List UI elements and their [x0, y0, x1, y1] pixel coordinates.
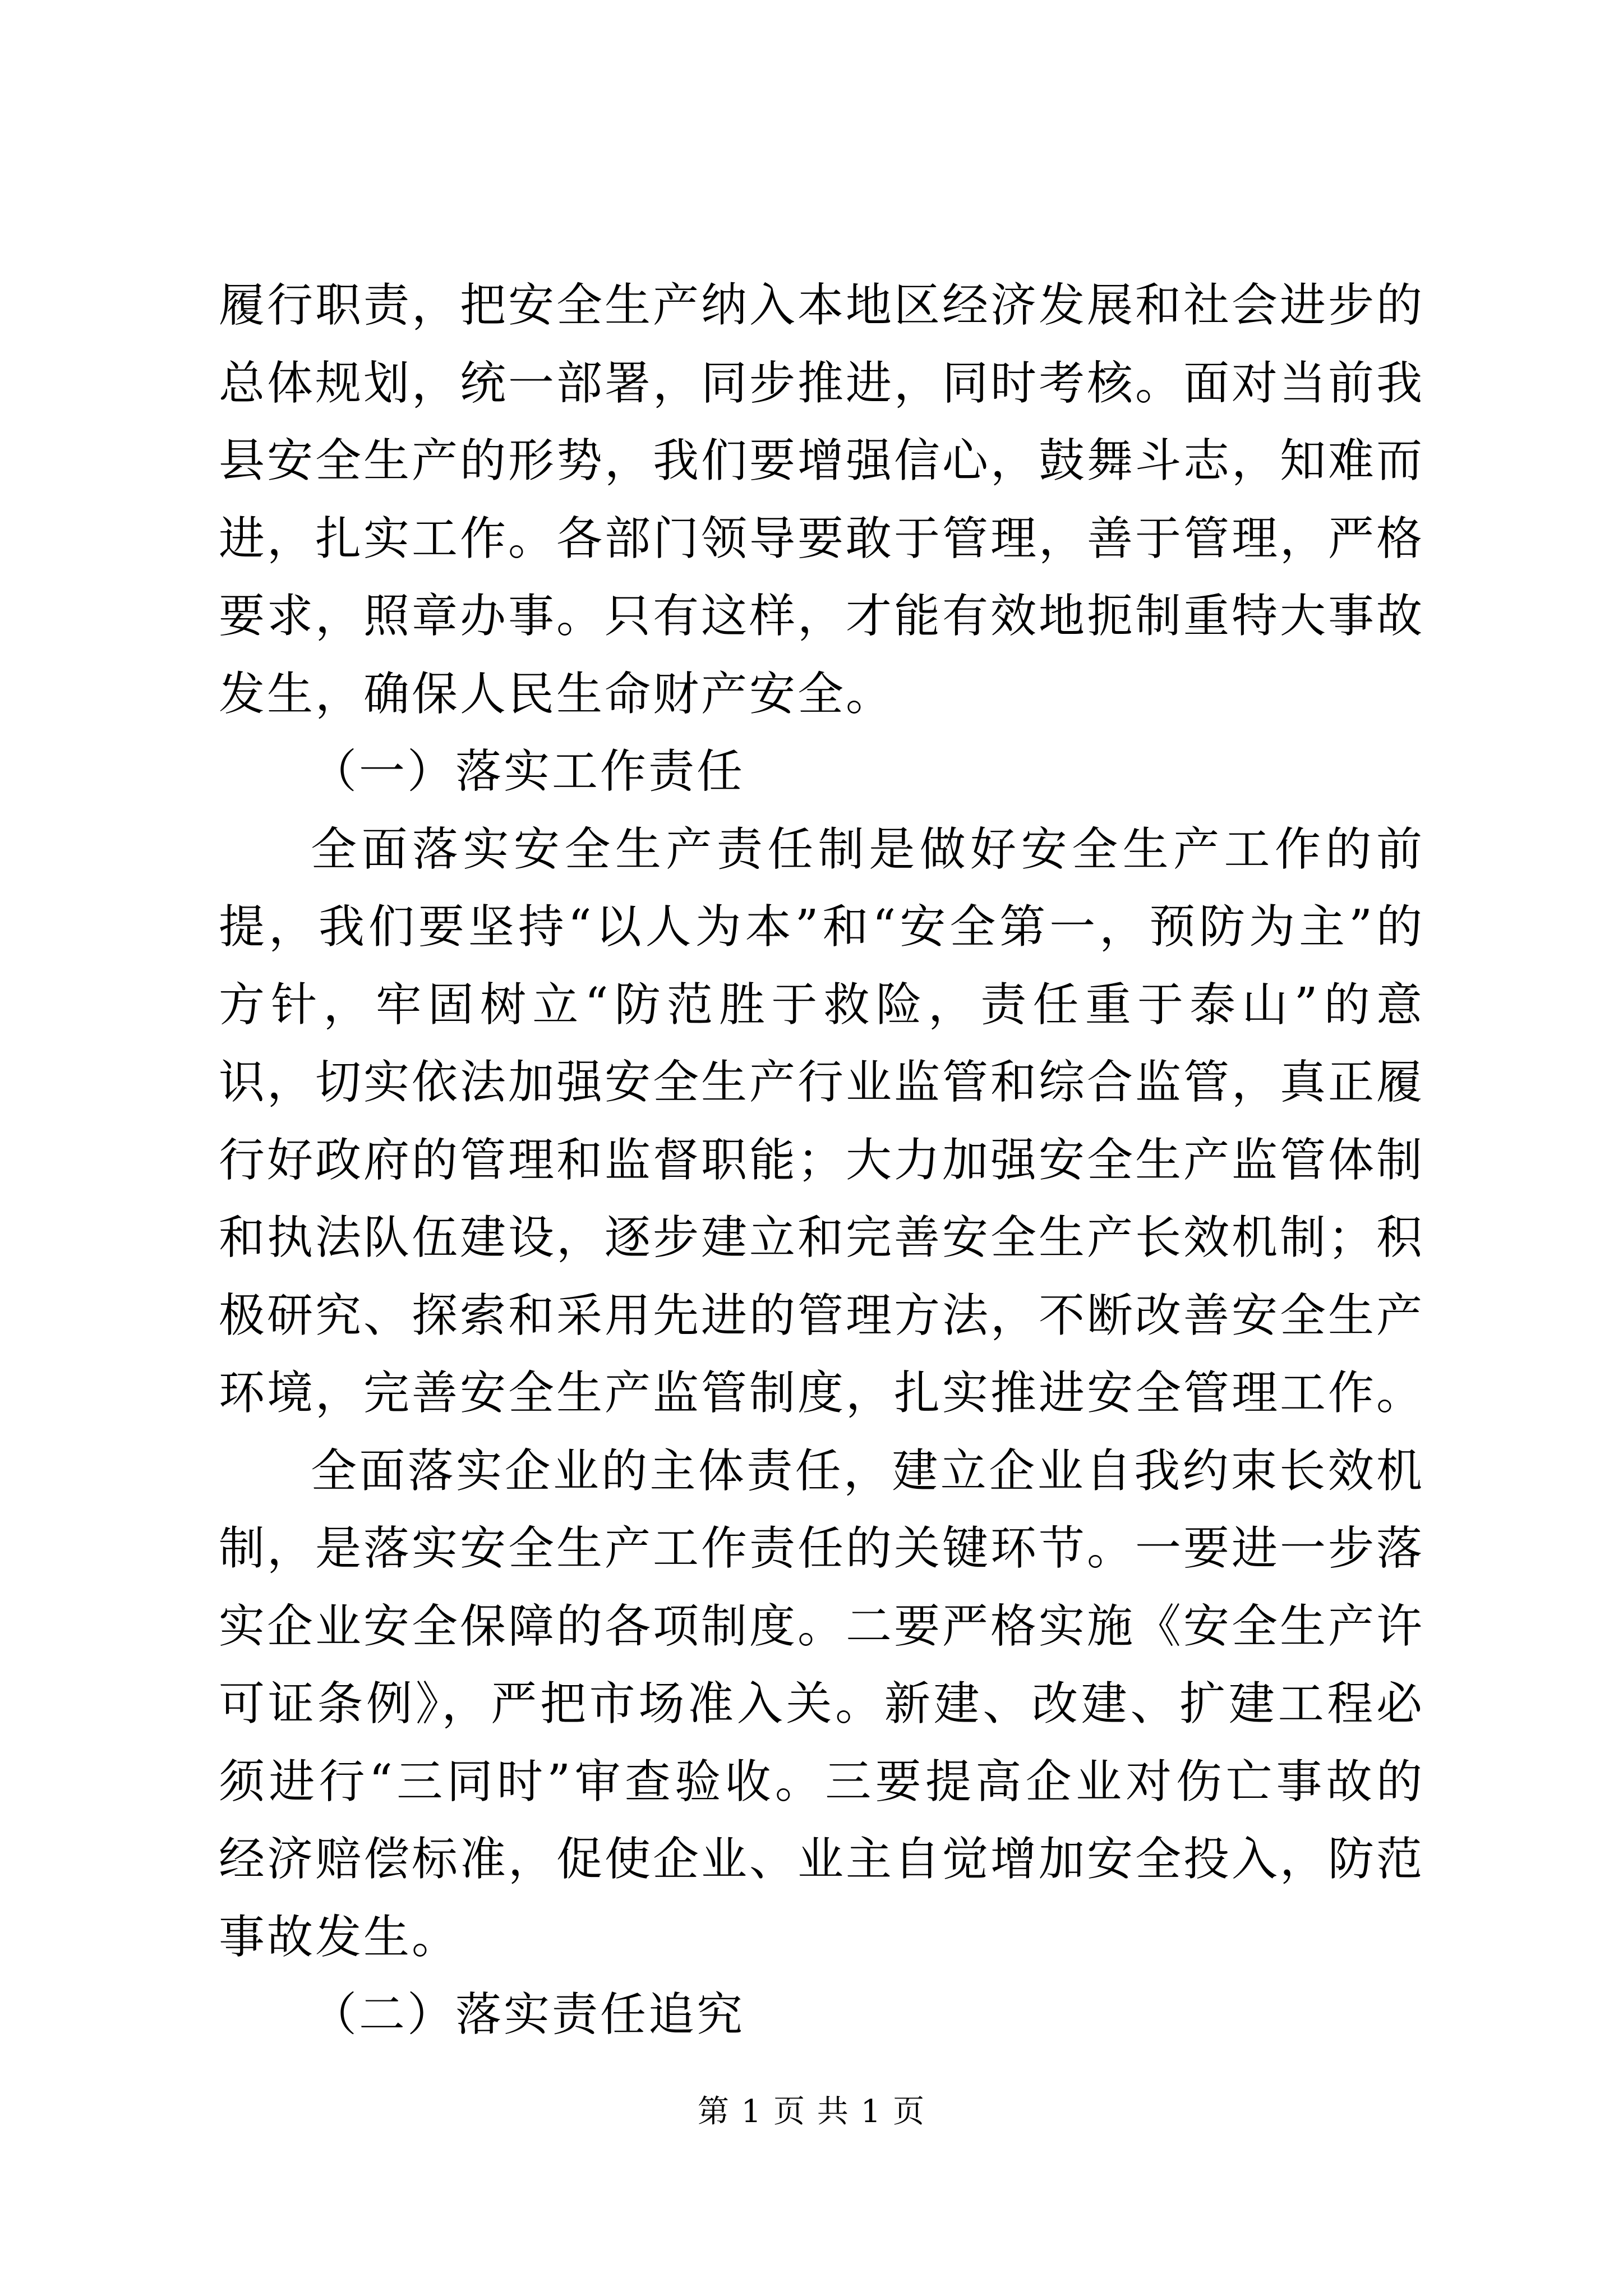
paragraph-enterprise: 全面落实企业的主体责任，建立企业自我约束长效机制，是落实安全生产工作责任的关键环节。一要进一步落实企业安全保障的各项制度。二要严格实施《安全生产许可证条例》，严把市场准入关。新建、改建、扩建工程必须进行“三同时”审查验收。三要提高企业对伤亡事故的经济赔偿标准，促使企业、业主自觉增加安全投入，防范事故发生。 [219, 1444, 1425, 1964]
section-heading-1: （一）落实工作责任 [311, 745, 745, 798]
document-body [219, 267, 1424, 2054]
paragraph-intro: 履行职责，把安全生产纳入本地区经济发展和社会进步的总体规划，统一部署，同步推进，同时考核。面对当前我县安全生产的形势，我们要增强信心，鼓舞斗志，知难而进，扎实工作。各部门领导要敢于管理，善于管理，严格要求，照章办事。只有这样，才能有效地扼制重特大事故发生，确保人民生命财产安全。 [219, 279, 1425, 721]
page-footer: 第 1 页 共 1 页 [697, 2093, 926, 2130]
section-heading-2: （二）落实责任追究 [311, 1988, 745, 2041]
paragraph-responsibility: 全面落实安全生产责任制是做好安全生产工作的前提，我们要坚持“以人为本”和“安全第一，预防为主”的方针，牢固树立“防范胜于救险，责任重于泰山”的意识，切实依法加强安全生产行业监管和综合监管，真正履行好政府的管理和监督职能；大力加强安全生产监管体制和执法队伍建设，逐步建立和完善安全生产长效机制；积极研究、探索和采用先进的管理方法，不断改善安全生产环境，完善安全生产监管制度，扎实推进安全管理工作。 [219, 822, 1425, 1420]
